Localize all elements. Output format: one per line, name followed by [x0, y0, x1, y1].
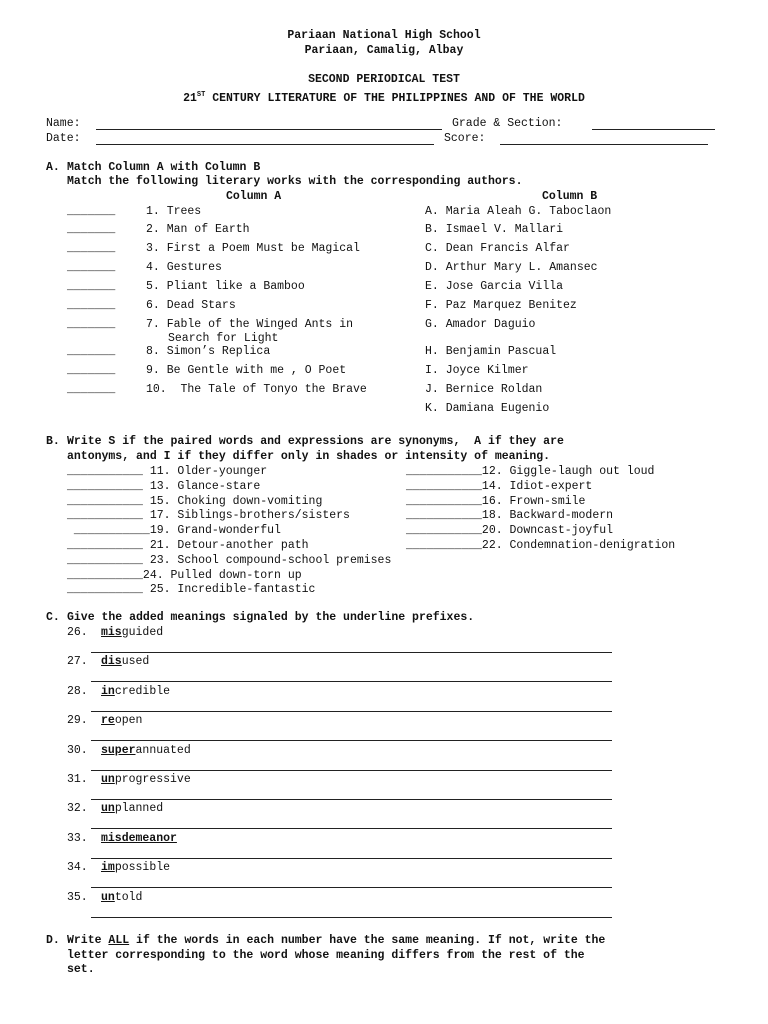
- prefix: un: [101, 802, 115, 816]
- pair-item[interactable]: ___________ 15. Choking down-vomiting: [67, 494, 323, 508]
- pair-item[interactable]: ___________ 17. Siblings-brothers/sisters: [67, 509, 350, 523]
- pair-item[interactable]: ___________ 25. Incredible-fantastic: [67, 583, 316, 597]
- word-root: progressive: [114, 773, 191, 786]
- prefix-word: [101, 744, 191, 758]
- answer-line[interactable]: [91, 681, 612, 682]
- prefix-word: [101, 626, 163, 640]
- section-d-pre: Write: [67, 934, 109, 947]
- pair-item[interactable]: ___________14. Idiot-expert: [406, 479, 593, 493]
- column-a-item: 2. Man of Earth: [146, 223, 250, 236]
- answer-line[interactable]: [91, 770, 612, 771]
- prefix-word: [101, 773, 191, 787]
- prefix: un: [101, 773, 115, 786]
- prefix-item-number: 29.: [67, 714, 88, 728]
- prefix-item-number: 35.: [67, 890, 88, 904]
- pair-item[interactable]: ___________ 11. Older-younger: [67, 465, 268, 478]
- column-b-author: E. Jose Garcia Villa: [425, 280, 564, 293]
- answer-line[interactable]: [91, 828, 612, 829]
- answer-line[interactable]: [91, 799, 612, 800]
- prefix-word: [101, 802, 163, 816]
- prefix-word: [101, 861, 170, 875]
- score-field[interactable]: [500, 144, 708, 145]
- column-b-author: B. Ismael V. Mallari: [425, 223, 564, 236]
- prefix: misdemeanor: [101, 831, 177, 845]
- word-root: told: [114, 890, 143, 904]
- prefix-item-number: 34.: [67, 861, 88, 875]
- grade-field[interactable]: [592, 129, 715, 130]
- column-b-author: H. Benjamin Pascual: [425, 345, 557, 358]
- section-b-letter: B.: [46, 435, 60, 448]
- section-b-instruction-1: Write S if the paired words and expressions are synonyms, A if they are: [67, 435, 564, 448]
- prefix: super: [101, 743, 136, 757]
- answer-blank[interactable]: _______: [67, 345, 116, 358]
- prefix: re: [101, 714, 115, 728]
- section-d-instruction-1: [67, 934, 605, 948]
- section-b-instruction-2: antonyms, and I if they differ only in shades or intensity of meaning.: [67, 450, 551, 463]
- answer-blank[interactable]: _______: [67, 383, 116, 396]
- section-a-instruction: Match the following literary works with the corresponding authors.: [67, 175, 523, 188]
- answer-blank[interactable]: _______: [67, 261, 116, 274]
- prefix-item-number: 33.: [67, 831, 88, 845]
- answer-line[interactable]: [91, 740, 612, 741]
- section-c-letter: C.: [46, 611, 60, 624]
- column-a-item: 5. Pliant like a Bamboo: [146, 280, 305, 293]
- word-root: credible: [114, 684, 171, 698]
- answer-line[interactable]: [91, 652, 612, 653]
- prefix-word: [101, 891, 142, 905]
- answer-line[interactable]: [91, 887, 612, 888]
- name-label: Name:: [46, 117, 81, 130]
- answer-blank[interactable]: _______: [67, 318, 116, 331]
- column-b-author: F. Paz Marquez Benitez: [425, 299, 577, 312]
- grade-label: Grade & Section:: [452, 117, 563, 130]
- column-a-item: 8. Simon’s Replica: [146, 345, 271, 358]
- column-b-author: J. Bernice Roldan: [425, 383, 543, 396]
- section-d-all: ALL: [108, 934, 130, 947]
- answer-blank[interactable]: _______: [67, 280, 116, 293]
- answer-line[interactable]: [91, 711, 612, 712]
- section-a-letter: A.: [46, 161, 60, 174]
- column-b-author: D. Arthur Mary L. Amansec: [425, 261, 598, 274]
- prefix: un: [101, 890, 115, 904]
- answer-blank[interactable]: _______: [67, 299, 116, 312]
- prefix-item-number: 28.: [67, 684, 88, 698]
- prefix-item-number: 27.: [67, 655, 88, 669]
- subject-number: 21: [183, 91, 197, 105]
- answer-line[interactable]: [91, 917, 612, 918]
- word-root: planned: [114, 802, 164, 816]
- pair-item[interactable]: ___________ 23. School compound-school premises: [67, 553, 392, 567]
- subject-superscript: ST: [196, 91, 206, 99]
- subject-text: CENTURY LITERATURE OF THE PHILIPPINES AND OF THE WORLD: [205, 91, 585, 105]
- prefix-item-number: 31.: [67, 773, 88, 786]
- column-a-item: 3. First a Poem Must be Magical: [146, 242, 360, 255]
- test-title: SECOND PERIODICAL TEST: [308, 73, 460, 86]
- prefix: in: [101, 684, 115, 698]
- prefix-word: [101, 685, 170, 699]
- column-b-author: A. Maria Aleah G. Taboclaon: [425, 205, 612, 218]
- answer-blank[interactable]: _______: [67, 242, 116, 255]
- school-name: Pariaan National High School: [287, 29, 481, 42]
- word-root: open: [114, 714, 143, 728]
- section-c-instruction: Give the added meanings signaled by the underline prefixes.: [67, 611, 475, 624]
- pair-item[interactable]: ___________24. Pulled down-torn up: [67, 568, 302, 582]
- column-a-header: Column A: [226, 190, 282, 203]
- answer-blank[interactable]: _______: [67, 364, 116, 377]
- prefix: dis: [101, 655, 122, 669]
- pair-item[interactable]: ___________ 21. Detour-another path: [67, 539, 309, 552]
- column-b-author: K. Damiana Eugenio: [425, 402, 550, 415]
- column-b-header: Column B: [542, 190, 598, 203]
- name-field[interactable]: [96, 129, 442, 130]
- answer-blank[interactable]: _______: [67, 205, 116, 218]
- word-root: annuated: [135, 743, 191, 757]
- column-b-author: G. Amador Daguio: [425, 318, 536, 331]
- subject-title: [0, 88, 768, 106]
- item-7-continuation: Search for Light: [168, 332, 279, 345]
- column-a-item: 9. Be Gentle with me , O Poet: [146, 364, 347, 377]
- score-label: Score:: [444, 132, 486, 145]
- column-a-item: 7. Fable of the Winged Ants in: [146, 318, 354, 331]
- column-b-author: C. Dean Francis Alfar: [425, 242, 570, 255]
- section-a-title: Match Column A with Column B: [67, 161, 261, 174]
- column-a-item: 10. The Tale of Tonyo the Brave: [146, 383, 367, 396]
- column-a-item: 6. Dead Stars: [146, 299, 236, 312]
- prefix: mis: [101, 626, 122, 639]
- pair-item[interactable]: ___________22. Condemnation-denigration: [406, 539, 676, 552]
- section-d-instruction-3: set.: [67, 963, 95, 976]
- pair-item[interactable]: ___________19. Grand-wonderful: [67, 524, 281, 538]
- prefix-word: [101, 655, 149, 669]
- prefix-item-number: 30.: [67, 743, 88, 757]
- section-d-post: if the words in each number have the same meaning. If not, write the: [129, 934, 606, 947]
- word-root: used: [121, 655, 150, 669]
- prefix-word: [101, 714, 142, 728]
- column-a-item: 1. Trees: [146, 205, 202, 218]
- word-root: guided: [121, 626, 164, 639]
- pair-item[interactable]: ___________ 13. Glance-stare: [67, 479, 261, 493]
- prefix-item-number: 26.: [67, 626, 88, 639]
- prefix-item-number: 32.: [67, 802, 88, 816]
- date-label: Date:: [46, 132, 81, 145]
- answer-blank[interactable]: _______: [67, 223, 116, 236]
- date-field[interactable]: [96, 144, 434, 145]
- prefix-word: [101, 832, 177, 846]
- column-a-item: 4. Gestures: [146, 261, 222, 274]
- prefix: im: [101, 861, 115, 875]
- pair-item[interactable]: ___________20. Downcast-joyful: [406, 524, 614, 538]
- pair-item[interactable]: ___________18. Backward-modern: [406, 509, 614, 523]
- section-d-instruction-2: letter corresponding to the word whose meaning differs from the rest of the: [67, 949, 585, 962]
- school-address: Pariaan, Camalig, Albay: [304, 44, 464, 57]
- word-root: possible: [114, 861, 171, 875]
- pair-item[interactable]: ___________12. Giggle-laugh out loud: [406, 465, 655, 478]
- answer-line[interactable]: [91, 858, 612, 859]
- section-d-letter: D.: [46, 934, 60, 947]
- pair-item[interactable]: ___________16. Frown-smile: [406, 494, 586, 508]
- column-b-author: I. Joyce Kilmer: [425, 364, 529, 377]
